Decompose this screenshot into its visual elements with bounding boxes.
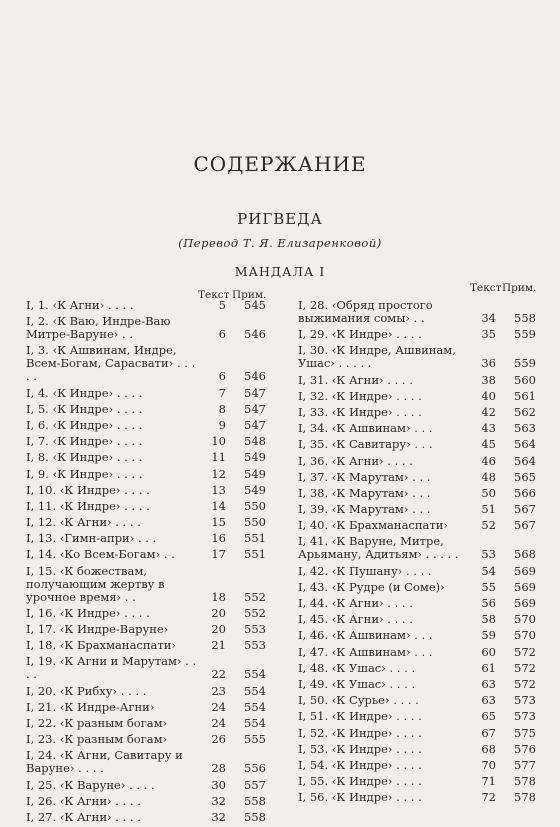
toc-entry-title: I, 13. ‹Гимн-апри› . . . <box>26 531 157 546</box>
toc-entry-title: I, 40. ‹К Брахманаспати› <box>298 518 449 533</box>
toc-entry <box>26 655 268 684</box>
toc-entry-title: I, 5. ‹К Индре› . . . . <box>26 401 143 416</box>
text-page-number: 12 <box>211 466 226 481</box>
toc-entry-pages <box>200 685 268 698</box>
toc-entry-title: I, 11. ‹К Индре› . . . . <box>26 498 150 513</box>
toc-entry-pages <box>200 623 268 636</box>
toc-entry-title: I, 16. ‹К Индре› . . . . <box>26 605 150 620</box>
toc-entry <box>298 727 538 743</box>
text-page-number: 8 <box>218 401 226 416</box>
toc-entry-title: I, 44. ‹К Агни› . . . . <box>298 596 413 610</box>
toc-entry <box>298 775 538 791</box>
toc-entry-title: I, 15. ‹К божествам, получающим жертву в урочное время› . . <box>26 563 165 604</box>
section-title: РИГВЕДА <box>237 210 323 228</box>
toc-entry <box>298 565 538 581</box>
toc-entry-pages <box>200 795 268 808</box>
text-page-number: 40 <box>481 388 496 403</box>
toc-entry <box>298 390 538 406</box>
notes-page-number: 547 <box>244 385 266 400</box>
text-page-number: 10 <box>211 434 226 449</box>
toc-entry <box>298 374 538 390</box>
toc-entry <box>298 791 538 807</box>
text-page-number: 28 <box>211 761 226 776</box>
notes-page-number: 561 <box>514 388 536 403</box>
translator-note: (Перевод Т. Я. Елизаренковой) <box>178 236 382 250</box>
toc-entry-title: I, 33. ‹К Индре› . . . . <box>298 404 422 419</box>
notes-page-number: 558 <box>514 311 536 325</box>
text-page-number: 43 <box>481 421 496 436</box>
toc-entry-pages <box>200 668 268 681</box>
column-header-text: Текст <box>198 289 230 301</box>
toc-entry-title: I, 26. ‹К Агни› . . . . <box>26 793 141 808</box>
toc-entry <box>26 623 268 639</box>
notes-page-number: 572 <box>514 660 536 675</box>
notes-page-number: 547 <box>244 401 266 416</box>
toc-entry-title: I, 24. ‹К Агни, Савитару и Варуне› . . . . <box>26 748 183 776</box>
notes-page-number: 573 <box>514 709 536 724</box>
toc-entry-pages <box>200 516 268 529</box>
toc-entry-pages <box>200 468 268 481</box>
text-page-number: 24 <box>211 699 226 714</box>
notes-page-number: 566 <box>514 485 536 500</box>
toc-entry-title: I, 53. ‹К Индре› . . . . <box>298 741 422 756</box>
toc-entry <box>298 328 538 344</box>
text-page-number: 58 <box>481 612 496 627</box>
notes-page-number: 550 <box>244 498 266 513</box>
notes-page-number: 558 <box>244 793 266 808</box>
toc-entry-pages <box>470 694 538 707</box>
text-page-number: 20 <box>211 622 226 636</box>
text-page-number: 72 <box>481 790 496 805</box>
toc-entry <box>298 743 538 759</box>
toc-entry-pages <box>200 591 268 604</box>
toc-entry-pages <box>470 597 538 610</box>
text-page-number: 56 <box>481 596 496 610</box>
text-page-number: 7 <box>218 385 226 400</box>
toc-entry <box>26 500 268 516</box>
toc-entry <box>26 717 268 733</box>
toc-entry <box>298 694 538 710</box>
toc-entry-pages <box>200 299 268 312</box>
toc-entry-pages <box>200 403 268 416</box>
toc-entry <box>26 299 268 315</box>
toc-entry-pages <box>200 435 268 448</box>
toc-entry-title: I, 4. ‹К Индре› . . . . <box>26 385 143 400</box>
toc-entry-pages <box>470 662 538 675</box>
toc-entry-title: I, 18. ‹К Брахманаспати› <box>26 638 177 653</box>
text-page-number: 26 <box>211 732 226 747</box>
toc-entry-pages <box>470 710 538 723</box>
toc-entry <box>298 455 538 471</box>
toc-entry <box>298 662 538 678</box>
toc-entry <box>26 451 268 467</box>
text-page-number: 5 <box>218 298 226 312</box>
toc-entry-pages <box>470 487 538 500</box>
toc-entry-title: I, 35. ‹К Савитару› . . . <box>298 437 433 452</box>
toc-entry-pages <box>470 328 538 341</box>
text-page-number: 46 <box>481 453 496 468</box>
toc-entry-title: I, 14. ‹Ко Всем-Богам› . . <box>26 547 175 562</box>
toc-entry-pages <box>200 701 268 714</box>
notes-page-number: 559 <box>514 356 536 371</box>
toc-entry-title: I, 43. ‹К Рудре (и Соме)› <box>298 579 445 594</box>
toc-entry <box>298 678 538 694</box>
notes-page-number: 570 <box>514 628 536 643</box>
toc-entry-pages <box>200 387 268 400</box>
toc-entry <box>26 779 268 795</box>
toc-entry-title: I, 42. ‹К Пушану› . . . . <box>298 563 432 578</box>
text-page-number: 48 <box>481 469 496 484</box>
toc-entry-pages <box>470 471 538 484</box>
toc-entry-title: I, 8. ‹К Индре› . . . . <box>26 450 143 465</box>
toc-entry-title: I, 32. ‹К Индре› . . . . <box>298 388 422 403</box>
toc-entry <box>298 344 538 373</box>
notes-page-number: 570 <box>514 612 536 627</box>
notes-page-number: 554 <box>244 699 266 714</box>
toc-entry <box>298 629 538 645</box>
notes-page-number: 572 <box>514 644 536 659</box>
toc-entry-title: I, 22. ‹К разным богам› <box>26 715 168 730</box>
toc-entry-pages <box>470 759 538 772</box>
notes-page-number: 575 <box>514 725 536 740</box>
text-page-number: 6 <box>218 369 226 384</box>
toc-entry-pages <box>200 717 268 730</box>
notes-page-number: 572 <box>514 676 536 691</box>
text-page-number: 21 <box>211 638 226 653</box>
text-page-number: 32 <box>211 809 226 824</box>
toc-entry-pages <box>200 762 268 775</box>
notes-page-number: 564 <box>514 453 536 468</box>
toc-entry <box>298 759 538 775</box>
toc-entry-pages <box>470 438 538 451</box>
notes-page-number: 555 <box>244 732 266 747</box>
toc-entry-pages <box>470 519 538 532</box>
text-page-number: 67 <box>481 725 496 740</box>
notes-page-number: 559 <box>514 327 536 342</box>
toc-entry <box>298 646 538 662</box>
toc-entry-pages <box>470 503 538 516</box>
text-page-number: 16 <box>211 531 226 546</box>
toc-entry-title: I, 36. ‹К Агни› . . . . <box>298 453 413 468</box>
toc-entry <box>298 519 538 535</box>
notes-page-number: 552 <box>244 589 266 604</box>
notes-page-number: 557 <box>244 777 266 792</box>
toc-entry-title: I, 50. ‹К Сурье› . . . . <box>298 693 419 708</box>
notes-page-number: 573 <box>514 693 536 708</box>
toc-list-right <box>298 299 538 807</box>
text-page-number: 18 <box>211 589 226 604</box>
toc-entry-title: I, 39. ‹К Марутам› . . . <box>298 502 431 517</box>
notes-page-number: 567 <box>514 502 536 517</box>
notes-page-number: 562 <box>514 404 536 419</box>
toc-entry-title: I, 1. ‹К Агни› . . . . <box>26 298 134 312</box>
toc-entry-title: I, 28. ‹Обряд простого выжимания сомы› . . <box>298 298 433 325</box>
toc-entry-pages <box>200 733 268 746</box>
toc-entry <box>26 468 268 484</box>
text-page-number: 9 <box>218 417 226 432</box>
text-page-number: 53 <box>481 547 496 562</box>
toc-entry-pages <box>470 646 538 659</box>
text-page-number: 63 <box>481 676 496 691</box>
notes-page-number: 578 <box>514 790 536 805</box>
text-page-number: 61 <box>481 660 496 675</box>
notes-page-number: 569 <box>514 579 536 594</box>
toc-entry-title: I, 34. ‹К Ашвинам› . . . <box>298 421 433 436</box>
toc-entry-pages <box>470 791 538 804</box>
toc-entry-pages <box>470 374 538 387</box>
toc-entry-pages <box>470 548 538 561</box>
notes-page-number: 551 <box>244 547 266 562</box>
toc-entry <box>298 438 538 454</box>
toc-entry-title: I, 2. ‹К Ваю, Индре-Ваю Митре-Варуне› . . <box>26 314 171 342</box>
text-page-number: 32 <box>211 793 226 808</box>
toc-entry-title: I, 3. ‹К Ашвинам, Индре, Всем-Богам, Сарасвати› . . . . . <box>26 343 196 384</box>
text-page-number: 68 <box>481 741 496 756</box>
toc-entry-pages <box>470 743 538 756</box>
toc-entry <box>298 597 538 613</box>
toc-entry <box>298 710 538 726</box>
toc-entry-title: I, 38. ‹К Марутам› . . . <box>298 485 431 500</box>
toc-entry <box>26 344 268 386</box>
text-page-number: 22 <box>211 667 226 682</box>
toc-entry-pages <box>200 419 268 432</box>
notes-page-number: 565 <box>514 469 536 484</box>
notes-page-number: 577 <box>514 757 536 772</box>
toc-entry <box>298 613 538 629</box>
toc-entry <box>26 685 268 701</box>
notes-page-number: 569 <box>514 596 536 610</box>
toc-entry <box>26 403 268 419</box>
toc-entry-title: I, 9. ‹К Индре› . . . . <box>26 466 143 481</box>
toc-entry <box>298 422 538 438</box>
toc-entry-pages <box>200 639 268 652</box>
toc-entry <box>26 701 268 717</box>
notes-page-number: 553 <box>244 638 266 653</box>
toc-entry <box>26 315 268 344</box>
column-header-text: Текст <box>470 282 502 294</box>
toc-entry <box>26 532 268 548</box>
text-page-number: 71 <box>481 774 496 789</box>
toc-entry-pages <box>200 548 268 561</box>
toc-entry <box>26 565 268 607</box>
notes-page-number: 568 <box>514 547 536 562</box>
text-page-number: 63 <box>481 693 496 708</box>
toc-entry-pages <box>200 328 268 341</box>
toc-entry-title: I, 47. ‹К Ашвинам› . . . <box>298 644 433 659</box>
text-page-number: 23 <box>211 683 226 698</box>
notes-page-number: 554 <box>244 667 266 682</box>
text-page-number: 30 <box>211 777 226 792</box>
toc-entry-title: I, 31. ‹К Агни› . . . . <box>298 372 413 387</box>
toc-entry-pages <box>200 370 268 383</box>
toc-entry-title: I, 48. ‹К Ушас› . . . . <box>298 660 416 675</box>
notes-page-number: 560 <box>514 372 536 387</box>
toc-entry-pages <box>200 532 268 545</box>
notes-page-number: 546 <box>244 327 266 342</box>
notes-page-number: 578 <box>514 774 536 789</box>
toc-entry-pages <box>470 678 538 691</box>
text-page-number: 17 <box>211 547 226 562</box>
text-page-number: 51 <box>481 502 496 517</box>
text-page-number: 15 <box>211 515 226 530</box>
text-page-number: 52 <box>481 518 496 533</box>
text-page-number: 50 <box>481 485 496 500</box>
toc-entry <box>298 471 538 487</box>
toc-entry <box>26 419 268 435</box>
notes-page-number: 545 <box>244 298 266 312</box>
notes-page-number: 553 <box>244 622 266 636</box>
toc-entry <box>26 811 268 827</box>
text-page-number: 59 <box>481 628 496 643</box>
toc-entry <box>298 581 538 597</box>
text-page-number: 14 <box>211 498 226 513</box>
notes-page-number: 549 <box>244 482 266 497</box>
notes-page-number: 547 <box>244 417 266 432</box>
text-page-number: 36 <box>481 356 496 371</box>
toc-entry-pages <box>470 565 538 578</box>
text-page-number: 60 <box>481 644 496 659</box>
notes-page-number: 556 <box>244 761 266 776</box>
toc-entry <box>26 639 268 655</box>
text-page-number: 35 <box>481 327 496 342</box>
notes-page-number: 549 <box>244 466 266 481</box>
toc-entry-pages <box>470 390 538 403</box>
toc-entry-pages <box>200 500 268 513</box>
toc-entry <box>26 548 268 564</box>
toc-entry-title: I, 49. ‹К Ушас› . . . . <box>298 676 416 691</box>
notes-page-number: 563 <box>514 421 536 436</box>
text-page-number: 70 <box>481 757 496 772</box>
toc-entry-title: I, 29. ‹К Индре› . . . . <box>298 327 422 342</box>
notes-page-number: 567 <box>514 518 536 533</box>
notes-page-number: 546 <box>244 369 266 384</box>
toc-entry-pages <box>470 312 538 325</box>
notes-page-number: 558 <box>244 809 266 824</box>
toc-entry-title: I, 25. ‹К Варуне› . . . . <box>26 777 155 792</box>
toc-entry <box>26 607 268 623</box>
notes-page-number: 551 <box>244 531 266 546</box>
toc-entry <box>26 435 268 451</box>
text-page-number: 38 <box>481 372 496 387</box>
toc-entry-title: I, 19. ‹К Агни и Марутам› . . . . <box>26 654 197 682</box>
text-page-number: 24 <box>211 715 226 730</box>
toc-entry-title: I, 56. ‹К Индре› . . . . <box>298 790 422 805</box>
toc-entry-pages <box>470 406 538 419</box>
toc-entry <box>298 487 538 503</box>
toc-entry-title: I, 23. ‹К разным богам› <box>26 732 168 747</box>
toc-entry-title: I, 17. ‹К Индре-Варуне› <box>26 622 169 636</box>
text-page-number: 20 <box>211 605 226 620</box>
text-page-number: 45 <box>481 437 496 452</box>
toc-entry <box>26 484 268 500</box>
text-page-number: 42 <box>481 404 496 419</box>
text-page-number: 34 <box>481 311 496 325</box>
toc-entry-pages <box>470 581 538 594</box>
subsection-title: МАНДАЛА I <box>234 264 326 279</box>
toc-entry-title: I, 45. ‹К Агни› . . . . <box>298 612 413 627</box>
notes-page-number: 552 <box>244 605 266 620</box>
toc-entry-pages <box>200 779 268 792</box>
toc-entry-title: I, 51. ‹К Индре› . . . . <box>298 709 422 724</box>
notes-page-number: 554 <box>244 683 266 698</box>
toc-entry-pages <box>200 607 268 620</box>
toc-entry-title: I, 52. ‹К Индре› . . . . <box>298 725 422 740</box>
toc-entry-title: I, 20. ‹К Рибху› . . . . <box>26 683 147 698</box>
column-header-notes: Прим. <box>232 289 267 301</box>
toc-entry <box>298 406 538 422</box>
toc-entry <box>26 733 268 749</box>
page-title: СОДЕРЖАНИЕ <box>193 152 367 176</box>
notes-page-number: 564 <box>514 437 536 452</box>
toc-entry-title: I, 12. ‹К Агни› . . . . <box>26 515 141 530</box>
column-header-notes: Прим. <box>502 282 537 294</box>
toc-entry-title: I, 27. ‹К Агни› . . . . <box>26 809 141 824</box>
toc-entry-title: I, 46. ‹К Ашвинам› . . . <box>298 628 433 643</box>
toc-entry-pages <box>470 422 538 435</box>
toc-entry-title: I, 10. ‹К Индре› . . . . <box>26 482 150 497</box>
toc-entry-title: I, 41. ‹К Варуне, Митре, Арьяману, Адитьям› . . . . . <box>298 534 459 562</box>
notes-page-number: 554 <box>244 715 266 730</box>
text-page-number: 54 <box>481 563 496 578</box>
toc-entry-title: I, 21. ‹К Индре-Агни› <box>26 699 155 714</box>
notes-page-number: 550 <box>244 515 266 530</box>
notes-page-number: 549 <box>244 450 266 465</box>
notes-page-number: 569 <box>514 563 536 578</box>
toc-entry-pages <box>470 629 538 642</box>
toc-entry-title: I, 54. ‹К Индре› . . . . <box>298 757 422 772</box>
text-page-number: 13 <box>211 482 226 497</box>
toc-entry <box>298 503 538 519</box>
toc-entry <box>26 795 268 811</box>
text-page-number: 65 <box>481 709 496 724</box>
toc-entry-pages <box>470 357 538 370</box>
toc-entry-pages <box>200 451 268 464</box>
toc-entry-title: I, 37. ‹К Марутам› . . . <box>298 469 431 484</box>
toc-entry-title: I, 30. ‹К Индре, Ашвинам, Ушас› . . . . . <box>298 343 456 371</box>
toc-entry-pages <box>470 613 538 626</box>
toc-entry-pages <box>200 484 268 497</box>
toc-entry <box>26 749 268 778</box>
text-page-number: 11 <box>211 450 226 465</box>
notes-page-number: 576 <box>514 741 536 756</box>
toc-entry <box>298 535 538 564</box>
toc-entry <box>26 516 268 532</box>
toc-entry-pages <box>470 775 538 788</box>
toc-list-left <box>26 299 268 827</box>
notes-page-number: 548 <box>244 434 266 449</box>
toc-entry-title: I, 55. ‹К Индре› . . . . <box>298 774 422 789</box>
toc-entry <box>298 299 538 328</box>
toc-entry-title: I, 7. ‹К Индре› . . . . <box>26 434 143 449</box>
toc-entry-pages <box>470 455 538 468</box>
toc-entry-title: I, 6. ‹К Индре› . . . . <box>26 417 143 432</box>
text-page-number: 55 <box>481 579 496 594</box>
toc-entry-pages <box>470 727 538 740</box>
toc-entry <box>26 387 268 403</box>
text-page-number: 6 <box>218 327 226 342</box>
toc-entry-pages <box>200 811 268 824</box>
